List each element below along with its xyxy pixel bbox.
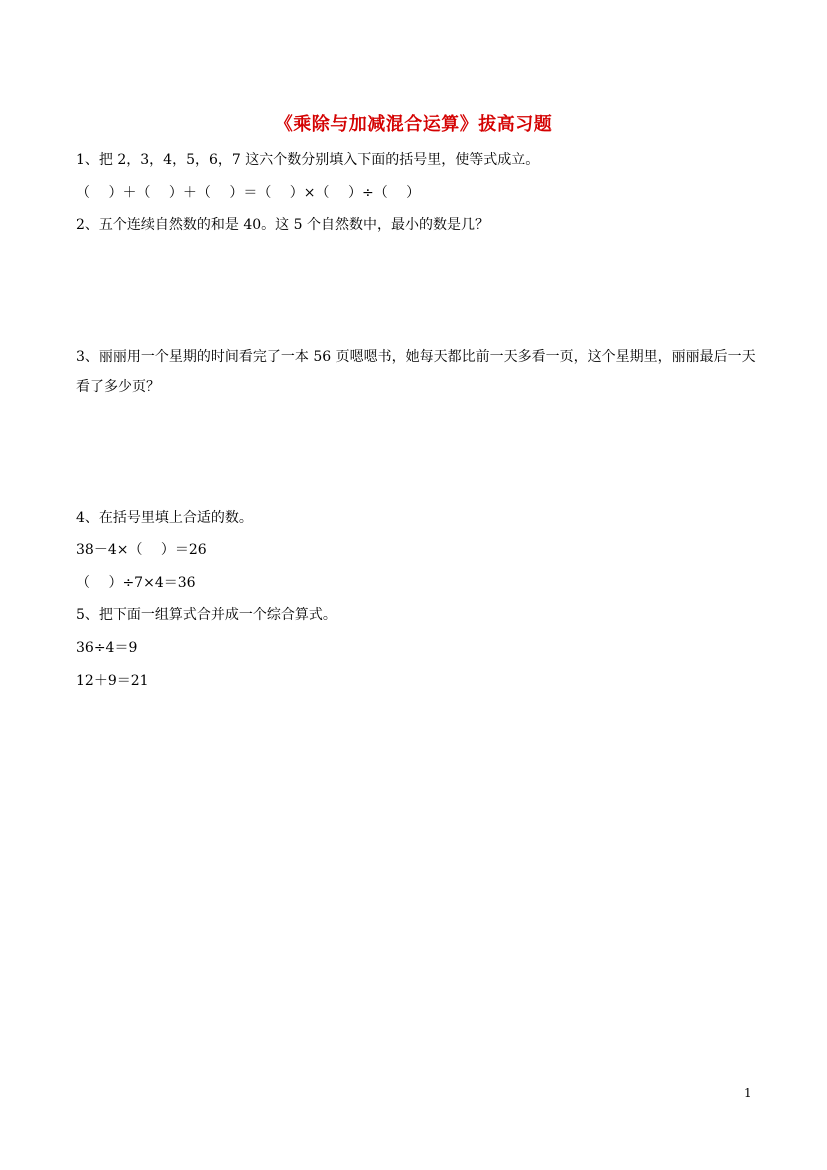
question-5-text: 5、把下面一组算式合并成一个综合算式。 <box>76 607 337 623</box>
question-3-text: 3、丽丽用一个星期的时间看完了一本 56 页嗯嗯书，她每天都比前一天多看一页，这个星期里，丽丽最后一天看了多少页？ <box>76 349 756 395</box>
question-5-equation-2: 12＋9＝21 <box>76 673 149 689</box>
question-1-equation: （ ）＋（ ）＋（ ）＝（ ）×（ ）÷（ ） <box>76 185 421 201</box>
question-4-equation-1: 38－4×（ ）＝26 <box>76 542 207 558</box>
question-2-text: 2、五个连续自然数的和是 40。这 5 个自然数中，最小的数是几？ <box>76 217 489 233</box>
document-title: 《乘除与加减混合运算》拔高习题 <box>274 114 553 135</box>
question-4-equation-2: （ ）÷7×4＝36 <box>76 575 196 591</box>
question-1-text: 1、把 2，3，4，5，6，7 这六个数分别填入下面的括号里，使等式成立。 <box>76 152 540 168</box>
question-5-equation-1: 36÷4＝9 <box>76 640 138 656</box>
question-4-text: 4、在括号里填上合适的数。 <box>76 510 253 526</box>
page-number: 1 <box>744 1086 752 1100</box>
